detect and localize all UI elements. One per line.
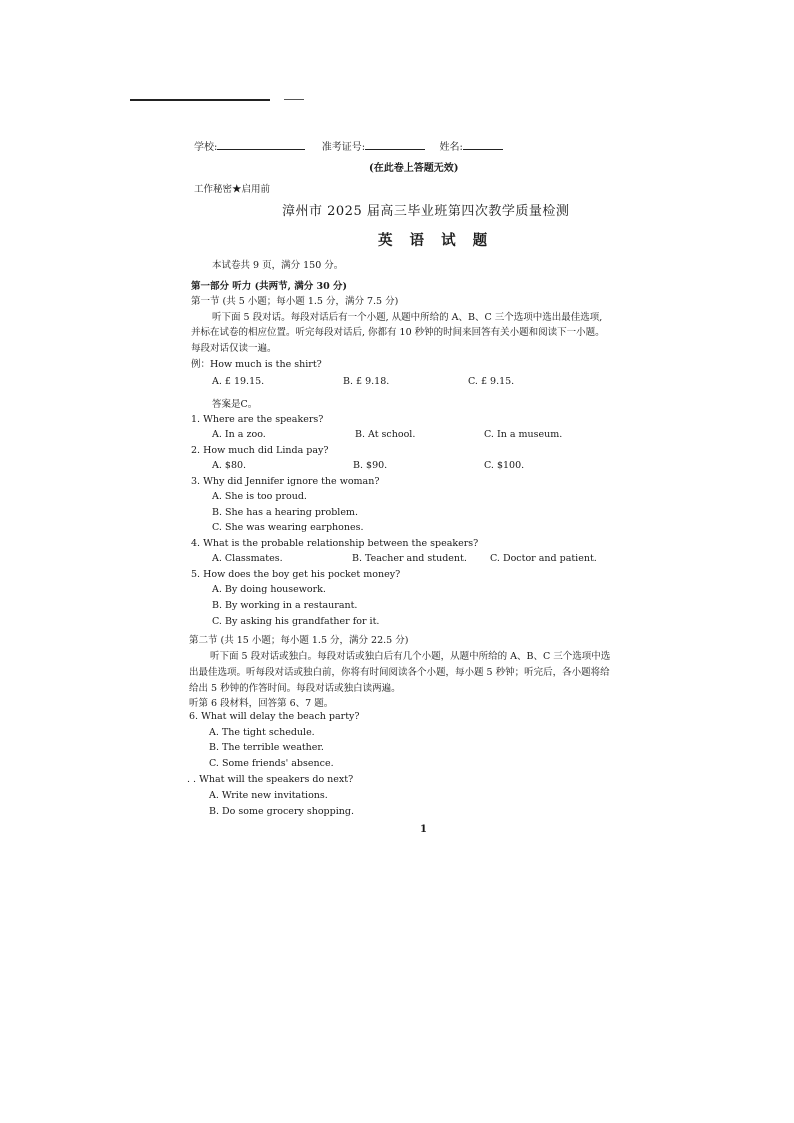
question-1-option-a: A. In a zoo. [212,429,266,440]
exam-no-label: 准考证号: [321,142,366,153]
page-number: 1 [420,824,427,835]
example-answer: 答案是C。 [212,399,258,410]
exam-title: 漳州市 2025 届高三毕业班第四次教学质量检测 [282,204,570,219]
section1-instructions-line1: 听下面 5 段对话。每段对话后有一个小题, 从题中所给的 A、B、C 三个选项中选出最佳选项, [212,312,603,323]
section1-heading: 第一节 (共 5 小题；每小题 1.5 分，满分 7.5 分) [191,296,399,307]
question-3: 3. Why did Jennifer ignore the woman? [191,476,380,487]
question-6: 6. What will delay the beach party? [189,711,360,722]
section2-instructions-line3: 给出 5 秒钟的作答时间。每段对话或独白读两遍。 [189,683,401,694]
section2-material-note: 听第 6 段材料，回答第 6、7 题。 [189,698,334,709]
question-7-option-a: A. Write new invitations. [209,790,328,801]
scan-top-line [130,99,270,101]
header-fields [194,138,503,153]
question-4-option-c: C. Doctor and patient. [490,553,597,564]
question-7: . . What will the speakers do next? [187,774,354,785]
question-1-option-b: B. At school. [355,429,416,440]
question-2-option-b: B. $90. [353,460,388,471]
question-3-option-c: C. She was wearing earphones. [212,522,364,533]
exam-no-blank[interactable] [365,140,425,150]
question-6-option-b: B. The terrible weather. [209,742,324,753]
question-6-option-a: A. The tight schedule. [209,727,315,738]
answer-invalid-notice: (在此卷上答题无效) [369,163,459,174]
school-label: 学校: [194,142,218,153]
question-4-option-b: B. Teacher and student. [352,553,467,564]
question-2: 2. How much did Linda pay? [191,445,329,456]
question-2-option-a: A. $80. [212,460,247,471]
question-5: 5. How does the boy get his pocket money? [191,569,401,580]
section1-instructions-line2: 并标在试卷的相应位置。听完每段对话后, 你都有 10 秒钟的时间来回答有关小题和阅读下一小题。 [191,327,605,338]
question-5-option-a: A. By doing housework. [212,584,326,595]
question-1: 1. Where are the speakers? [191,414,324,425]
confidential-label: 工作秘密★启用前 [194,184,271,195]
section2-instructions-line2: 出最佳选项。听每段对话或独白前，你将有时间阅读各个小题，每小题 5 秒钟；听完后，各小题将给 [189,667,610,678]
question-3-option-a: A. She is too proud. [212,491,307,502]
question-1-option-c: C. In a museum. [484,429,563,440]
example-option-a: A. £ 19.15. [212,376,265,387]
example-option-c: C. £ 9.15. [468,376,515,387]
scan-top-line-short [284,99,304,100]
part1-heading: 第一部分 听力 (共两节, 满分 30 分) [191,281,348,292]
name-label: 姓名: [439,142,463,153]
example-option-b: B. £ 9.18. [343,376,390,387]
question-5-option-b: B. By working in a restaurant. [212,600,358,611]
question-6-option-c: C. Some friends' absence. [209,758,334,769]
intro-text: 本试卷共 9 页，满分 150 分。 [212,260,344,271]
question-4: 4. What is the probable relationship between the speakers? [191,538,479,549]
section2-instructions-line1: 听下面 5 段对话或独白。每段对话或独白后有几个小题，从题中所给的 A、B、C 三个选项中选 [210,651,611,662]
question-4-option-a: A. Classmates. [212,553,283,564]
name-blank[interactable] [463,140,503,150]
section2-heading: 第二节 (共 15 小题；每小题 1.5 分，满分 22.5 分) [189,635,409,646]
example-question: 例：How much is the shirt? [191,359,322,370]
question-5-option-c: C. By asking his grandfather for it. [212,616,380,627]
question-7-option-b: B. Do some grocery shopping. [209,806,354,817]
section1-instructions-line3: 每段对话仅读一遍。 [191,343,277,354]
question-3-option-b: B. She has a hearing problem. [212,507,358,518]
school-blank[interactable] [217,140,305,150]
subject-title: 英 语 试 题 [378,232,494,249]
question-2-option-c: C. $100. [484,460,525,471]
